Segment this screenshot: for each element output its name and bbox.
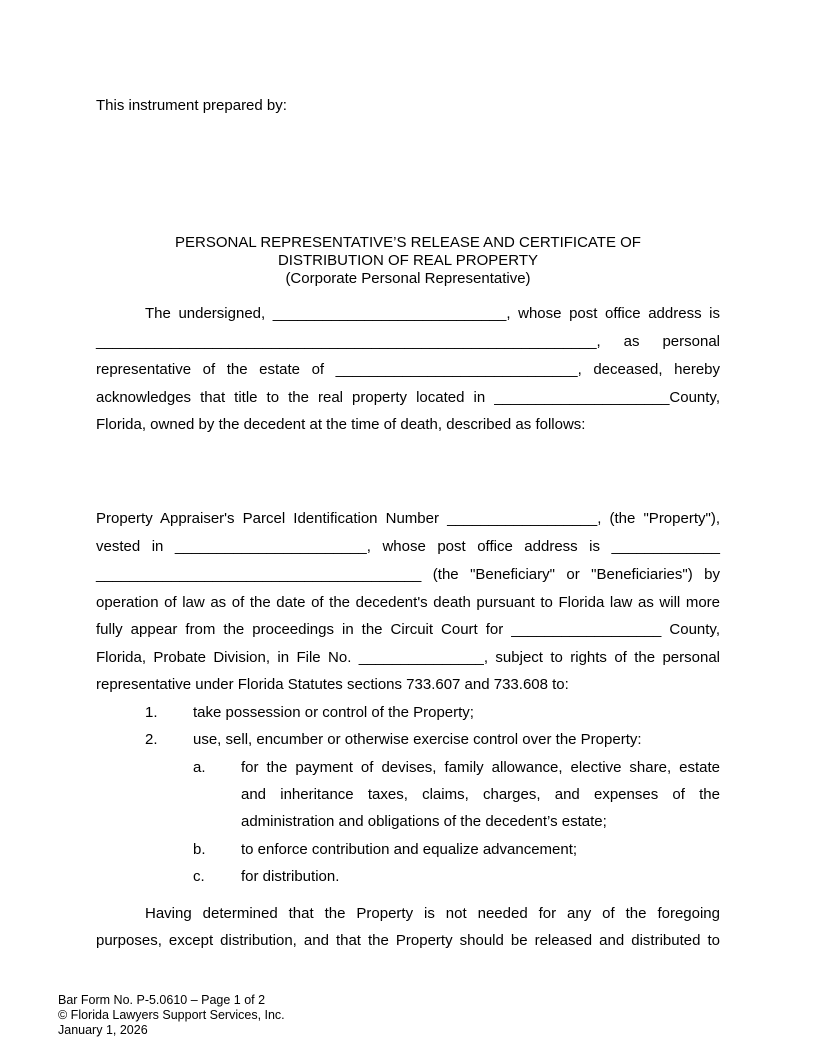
para1-line: Florida, owned by the decedent at the time of death, described as follows: [96,416,586,433]
prepared-by: This instrument prepared by: [96,97,287,114]
para2-line: vested in _______________________, whose post office address is _____________ [96,538,720,555]
sublist-item: administration and obligations of the decedent’s estate; [241,813,607,830]
list-marker: 1. [145,704,158,721]
footer-copyright: © Florida Lawyers Support Services, Inc. [58,1008,285,1022]
para3-line: purposes, except distribution, and that the Property should be released and distributed to [96,932,720,949]
para1-line: acknowledges that title to the real property located in _____________________County, [96,389,720,406]
title-line-1: PERSONAL REPRESENTATIVE’S RELEASE AND CERTIFICATE OF [175,234,641,251]
list-item: use, sell, encumber or otherwise exercise control over the Property: [193,731,642,748]
para3-line: Having determined that the Property is not needed for any of the foregoing [145,905,720,922]
para1-line: The undersigned, ____________________________, whose post office address is [145,305,720,322]
sublist-item: and inheritance taxes, claims, charges, and expenses of the [241,786,720,803]
list-item: take possession or control of the Property; [193,704,474,721]
list-marker: 2. [145,731,158,748]
para2-line: _______________________________________ (the "Beneficiary" or "Beneficiaries") by [96,566,720,583]
footer-date: January 1, 2026 [58,1023,148,1037]
para2-line: fully appear from the proceedings in the Circuit Court for __________________ County, [96,621,720,638]
para1-line: ____________________________________________________________, as personal [96,333,720,350]
sublist-marker: c. [193,868,205,885]
sublist-marker: a. [193,759,206,776]
sublist-marker: b. [193,841,206,858]
title-line-3: (Corporate Personal Representative) [285,270,531,287]
para2-line: representative under Florida Statutes sections 733.607 and 733.608 to: [96,676,569,693]
para2-line: Florida, Probate Division, in File No. _______________, subject to rights of the personal [96,649,720,666]
para2-line: Property Appraiser's Parcel Identification Number __________________, (the "Property"), [96,510,720,527]
title-line-2: DISTRIBUTION OF REAL PROPERTY [277,252,539,269]
footer-form-number: Bar Form No. P-5.0610 – Page 1 of 2 [58,993,266,1007]
sublist-item: for distribution. [241,868,340,885]
sublist-item: for the payment of devises, family allowance, elective share, estate [241,759,720,776]
para2-line: operation of law as of the date of the decedent's death pursuant to Florida law as will more [96,594,720,611]
para1-line: representative of the estate of _____________________________, deceased, hereby [96,361,720,378]
sublist-item: to enforce contribution and equalize advancement; [241,841,578,858]
